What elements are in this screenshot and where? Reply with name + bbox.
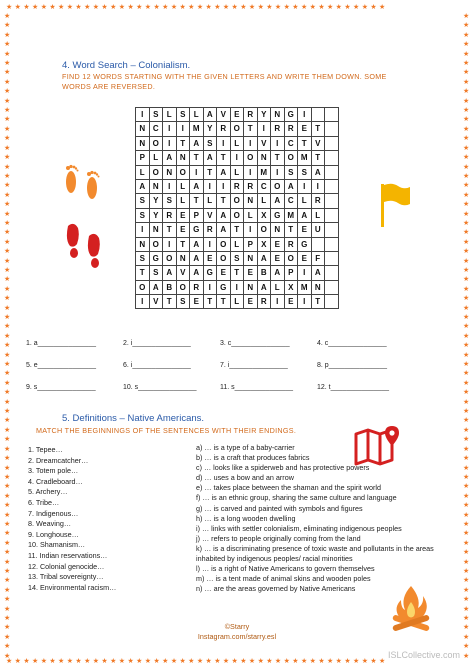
grid-cell: R (258, 295, 272, 309)
grid-cell (325, 209, 339, 223)
grid-cell: I (244, 223, 258, 237)
grid-cell: N (271, 108, 285, 122)
grid-cell: G (271, 209, 285, 223)
grid-cell: Y (258, 108, 272, 122)
grid-cell: O (217, 252, 231, 266)
answer-line[interactable]: 1. a_______________ (26, 340, 97, 347)
definition-item: h) … is a long wooden dwelling (196, 513, 296, 523)
grid-cell: L (312, 209, 326, 223)
star-border-top: ★★★★★★★★★★★★★★★★★★★★★★★★★★★★★★★★★★★★★★★★★★★★ (6, 4, 388, 11)
grid-cell: E (231, 108, 245, 122)
grid-cell: E (217, 266, 231, 280)
grid-cell: O (163, 252, 177, 266)
grid-cell: L (231, 137, 245, 151)
answer-row (26, 384, 426, 406)
grid-cell: M (298, 281, 312, 295)
grid-cell (312, 238, 326, 252)
grid-cell: A (163, 266, 177, 280)
grid-cell: L (231, 166, 245, 180)
grid-cell: I (163, 137, 177, 151)
term-item: 4. Cradleboard… (28, 476, 83, 486)
grid-cell: I (204, 238, 218, 252)
grid-cell: A (136, 180, 150, 194)
grid-cell: I (271, 137, 285, 151)
grid-cell: A (204, 151, 218, 165)
grid-cell: I (231, 281, 245, 295)
grid-cell (325, 122, 339, 136)
grid-cell: U (312, 223, 326, 237)
grid-cell: I (231, 151, 245, 165)
grid-cell: S (150, 108, 164, 122)
grid-cell: E (298, 223, 312, 237)
term-item: 13. Tribal sovereignty… (28, 572, 104, 582)
grid-cell: I (298, 108, 312, 122)
grid-cell: V (258, 137, 272, 151)
grid-cell: S (285, 166, 299, 180)
term-item: 10. Shamanism… (28, 540, 86, 550)
grid-cell: T (312, 122, 326, 136)
grid-cell: Y (204, 122, 218, 136)
grid-cell: I (298, 295, 312, 309)
grid-cell: N (312, 281, 326, 295)
term-item: 6. Tribe… (28, 497, 60, 507)
grid-cell: T (217, 151, 231, 165)
definition-item: a) … is a type of a baby-carrier (196, 443, 295, 452)
grid-cell: L (204, 194, 218, 208)
answer-line[interactable]: 8. p_______________ (317, 362, 388, 369)
definition-item: d) … uses a bow and an arrow (196, 473, 294, 483)
footer-instagram[interactable]: Instagram.com/starry.esl (197, 632, 277, 641)
grid-cell: M (285, 209, 299, 223)
grid-cell: I (204, 281, 218, 295)
answer-row (26, 362, 426, 384)
grid-cell: O (258, 223, 272, 237)
grid-cell: N (244, 252, 258, 266)
grid-cell: N (150, 223, 164, 237)
section5-instruction: MATCH THE BEGINNINGS OF THE SENTENCES WITH THEIR ENDINGS. (36, 426, 297, 435)
grid-cell: A (217, 166, 231, 180)
grid-cell: V (150, 295, 164, 309)
grid-cell: V (312, 137, 326, 151)
grid-cell: T (231, 223, 245, 237)
definition-item: l) … is a right of Native Americans to govern themselves (196, 564, 375, 574)
grid-cell: N (244, 194, 258, 208)
grid-cell: L (271, 281, 285, 295)
grid-cell: O (150, 238, 164, 252)
grid-cell: Y (150, 209, 164, 223)
section4-instruction: FIND 12 WORDS STARTING WITH THE GIVEN LETTERS AND WRITE THEM DOWN. SOME WORDS ARE REVERSED. (62, 72, 387, 91)
grid-cell: C (150, 122, 164, 136)
grid-cell: A (163, 151, 177, 165)
grid-cell: V (204, 209, 218, 223)
grid-cell: I (163, 122, 177, 136)
grid-cell: T (217, 194, 231, 208)
grid-cell: P (190, 209, 204, 223)
term-item: 14. Environmental racism… (28, 582, 117, 592)
grid-cell: I (298, 180, 312, 194)
grid-cell: R (312, 194, 326, 208)
grid-cell: S (136, 252, 150, 266)
grid-cell: I (136, 295, 150, 309)
grid-cell (312, 108, 326, 122)
grid-cell: A (190, 137, 204, 151)
grid-cell: G (150, 252, 164, 266)
grid-cell: X (258, 238, 272, 252)
grid-cell: S (136, 194, 150, 208)
grid-cell: E (244, 266, 258, 280)
grid-cell: T (204, 166, 218, 180)
grid-cell: N (163, 166, 177, 180)
grid-cell: P (136, 151, 150, 165)
grid-cell: X (285, 281, 299, 295)
grid-cell: O (231, 122, 245, 136)
grid-cell: V (177, 266, 191, 280)
grid-cell: A (298, 209, 312, 223)
grid-cell (325, 180, 339, 194)
grid-cell: T (285, 223, 299, 237)
grid-cell: L (150, 151, 164, 165)
definition-item: e) … takes place between the shaman and the spirit world (196, 483, 381, 493)
grid-cell: O (136, 281, 150, 295)
grid-cell: N (177, 151, 191, 165)
grid-cell: A (271, 266, 285, 280)
grid-cell: N (244, 281, 258, 295)
grid-cell (325, 137, 339, 151)
grid-cell: O (177, 166, 191, 180)
grid-cell: S (177, 108, 191, 122)
grid-cell: B (163, 281, 177, 295)
grid-cell: G (217, 281, 231, 295)
term-item: 7. Indigenous… (28, 508, 79, 518)
grid-cell: X (258, 209, 272, 223)
grid-cell: E (271, 238, 285, 252)
term-item: 1. Tepee… (28, 445, 63, 454)
grid-cell: R (204, 223, 218, 237)
definition-item: n) … are the areas governed by Native Americans (196, 584, 356, 594)
grid-cell: T (136, 266, 150, 280)
grid-cell: I (190, 166, 204, 180)
grid-cell: L (177, 194, 191, 208)
grid-cell: E (177, 209, 191, 223)
definition-item: i) … links with settler colonialism, eliminating indigenous peoples (196, 523, 402, 533)
grid-cell: A (312, 266, 326, 280)
grid-cell: R (244, 108, 258, 122)
grid-cell (325, 295, 339, 309)
grid-cell: G (285, 108, 299, 122)
grid-cell: N (271, 223, 285, 237)
grid-cell: T (217, 295, 231, 309)
grid-cell (325, 223, 339, 237)
footprints-orange-icon (60, 160, 106, 204)
grid-cell: A (217, 223, 231, 237)
footer-credit: ©Starry (224, 622, 250, 631)
grid-cell: S (231, 252, 245, 266)
grid-cell: L (136, 166, 150, 180)
grid-cell: C (285, 194, 299, 208)
grid-cell: R (217, 122, 231, 136)
grid-cell: S (298, 166, 312, 180)
grid-cell: I (136, 223, 150, 237)
grid-cell: T (204, 295, 218, 309)
grid-cell: A (271, 194, 285, 208)
grid-cell: V (217, 108, 231, 122)
grid-cell: M (258, 166, 272, 180)
grid-cell: O (150, 166, 164, 180)
grid-cell (325, 194, 339, 208)
grid-cell: N (136, 137, 150, 151)
grid-cell: I (163, 238, 177, 252)
grid-cell: O (244, 151, 258, 165)
section4-title: 4. Word Search – Colonialism. (62, 60, 191, 71)
answer-lines (26, 340, 426, 406)
star-border-bottom: ★★★★★★★★★★★★★★★★★★★★★★★★★★★★★★★★★★★★★★★★★★★★ (6, 658, 388, 665)
grid-cell: Y (150, 194, 164, 208)
answer-line[interactable]: 6. i_______________ (123, 362, 191, 369)
grid-cell: E (298, 122, 312, 136)
grid-cell: G (204, 266, 218, 280)
grid-cell: O (150, 137, 164, 151)
grid-cell: T (312, 151, 326, 165)
grid-cell: A (190, 180, 204, 194)
grid-cell: T (163, 223, 177, 237)
grid-cell: T (271, 151, 285, 165)
grid-cell: E (190, 295, 204, 309)
grid-cell: R (231, 180, 245, 194)
grid-cell: I (163, 180, 177, 194)
grid-cell: S (204, 137, 218, 151)
grid-cell: P (244, 238, 258, 252)
grid-cell: L (163, 108, 177, 122)
answer-line[interactable]: 5. e_______________ (26, 362, 97, 369)
grid-cell: L (258, 194, 272, 208)
flag-icon (378, 182, 412, 228)
grid-cell: T (177, 137, 191, 151)
grid-cell: T (298, 137, 312, 151)
answer-line[interactable]: 9. s_______________ (26, 384, 96, 391)
definition-item: b) … is a craft that produces fabrics (196, 453, 310, 463)
grid-cell: C (285, 137, 299, 151)
grid-cell (325, 252, 339, 266)
grid-cell: S (177, 295, 191, 309)
word-search-grid (135, 107, 339, 309)
grid-cell: A (190, 266, 204, 280)
grid-cell: R (163, 209, 177, 223)
grid-cell: I (298, 266, 312, 280)
grid-cell: A (258, 252, 272, 266)
grid-cell: F (312, 252, 326, 266)
grid-cell: I (177, 122, 191, 136)
grid-cell: R (285, 122, 299, 136)
grid-cell: T (190, 194, 204, 208)
grid-cell: N (136, 122, 150, 136)
grid-cell: I (204, 180, 218, 194)
section5-title: 5. Definitions – Native Americans. (62, 413, 205, 424)
grid-cell: A (217, 209, 231, 223)
grid-cell: L (190, 108, 204, 122)
grid-cell (325, 108, 339, 122)
definition-item: m) … is a tent made of animal skins and wooden poles (196, 574, 371, 584)
answer-line[interactable]: 4. c_______________ (317, 340, 387, 347)
term-item: 5. Archery… (28, 487, 68, 497)
grid-cell: A (190, 252, 204, 266)
grid-cell: I (258, 122, 272, 136)
grid-cell: O (231, 209, 245, 223)
answer-line[interactable]: 2. i_______________ (123, 340, 191, 347)
terms-list (28, 445, 178, 593)
grid-cell: I (217, 137, 231, 151)
grid-cell: T (190, 151, 204, 165)
grid-cell: T (177, 238, 191, 252)
answer-line[interactable]: 12. t_______________ (317, 384, 390, 391)
term-item: 9. Longhouse… (28, 529, 79, 539)
grid-cell: E (271, 252, 285, 266)
grid-cell: A (285, 180, 299, 194)
footprints-red-icon (62, 222, 108, 272)
grid-cell: A (190, 238, 204, 252)
grid-cell: T (163, 295, 177, 309)
definition-item: k) … is a discriminating presence of toxic waste and pollutants in the areas inhabited by indigenous peoples/ racial minorities (196, 543, 434, 564)
star-border-left: ★★★★★★★★★★★★★★★★★★★★★★★★★★★★★★★★★★★★★★★★★★★★★★★★★★★★★★★★★★★★★★★★★★★★★ (4, 12, 11, 658)
grid-cell: N (177, 252, 191, 266)
term-item: 8. Weaving… (28, 519, 72, 529)
grid-cell: R (285, 238, 299, 252)
grid-cell: O (271, 180, 285, 194)
grid-cell: R (271, 122, 285, 136)
grid-cell: P (285, 266, 299, 280)
answer-line[interactable]: 3. c_______________ (220, 340, 290, 347)
grid-cell: O (285, 252, 299, 266)
grid-cell: B (258, 266, 272, 280)
grid-cell: E (298, 252, 312, 266)
term-item: 2. Dreamcatcher… (28, 455, 89, 465)
grid-cell: T (231, 266, 245, 280)
answer-row (26, 340, 426, 362)
term-item: 11. Indian reservations… (28, 550, 108, 560)
grid-cell: E (177, 223, 191, 237)
grid-cell: O (231, 194, 245, 208)
definitions-list (196, 443, 446, 594)
grid-cell: R (244, 180, 258, 194)
grid-cell: I (136, 108, 150, 122)
grid-cell: O (217, 238, 231, 252)
grid-cell: L (231, 295, 245, 309)
answer-line[interactable]: 10. s_______________ (123, 384, 197, 391)
grid-cell: T (244, 122, 258, 136)
grid-cell: G (190, 223, 204, 237)
grid-cell: S (163, 194, 177, 208)
grid-cell: E (285, 295, 299, 309)
watermark: ISLCollective.com (387, 650, 460, 660)
grid-cell: E (244, 295, 258, 309)
grid-cell: I (271, 295, 285, 309)
grid-cell: I (244, 137, 258, 151)
answer-line[interactable]: 11. s_______________ (220, 384, 294, 391)
grid-cell: R (190, 281, 204, 295)
grid-cell: M (190, 122, 204, 136)
grid-cell: L (231, 238, 245, 252)
definition-item: c) … looks like a spiderweb and has protective powers (196, 463, 370, 473)
grid-cell: M (298, 151, 312, 165)
grid-cell: L (244, 209, 258, 223)
term-item: 12. Colonial genocide… (28, 561, 105, 571)
grid-cell (325, 151, 339, 165)
grid-cell: A (204, 108, 218, 122)
grid-cell (325, 281, 339, 295)
grid-cell: T (312, 295, 326, 309)
definition-item: f) … is an ethnic group, sharing the same culture and language (196, 493, 397, 503)
grid-cell: C (258, 180, 272, 194)
grid-cell: G (298, 238, 312, 252)
grid-cell: N (136, 238, 150, 252)
grid-cell: N (150, 180, 164, 194)
grid-cell: I (217, 180, 231, 194)
grid-cell: E (204, 252, 218, 266)
grid-cell (325, 166, 339, 180)
grid-cell (325, 238, 339, 252)
grid-cell: L (177, 180, 191, 194)
grid-cell: I (244, 166, 258, 180)
grid-cell: I (271, 166, 285, 180)
grid-cell: A (312, 166, 326, 180)
grid-cell: I (312, 180, 326, 194)
grid-cell: L (298, 194, 312, 208)
grid-cell: N (258, 151, 272, 165)
definition-item: g) … is carved and painted with symbols and figures (196, 503, 363, 513)
grid-cell: A (258, 281, 272, 295)
grid-cell: S (136, 209, 150, 223)
term-item: 3. Totem pole… (28, 466, 79, 476)
star-border-right: ★★★★★★★★★★★★★★★★★★★★★★★★★★★★★★★★★★★★★★★★★★★★★★★★★★★★★★★★★★★★★★★★★★★★★ (463, 12, 470, 658)
answer-line[interactable]: 7. i_______________ (220, 362, 288, 369)
definition-item: j) … refers to people originally coming from the land (196, 533, 361, 543)
grid-cell: A (150, 281, 164, 295)
grid-cell: O (177, 281, 191, 295)
grid-cell (325, 266, 339, 280)
grid-cell: S (150, 266, 164, 280)
grid-cell: O (285, 151, 299, 165)
